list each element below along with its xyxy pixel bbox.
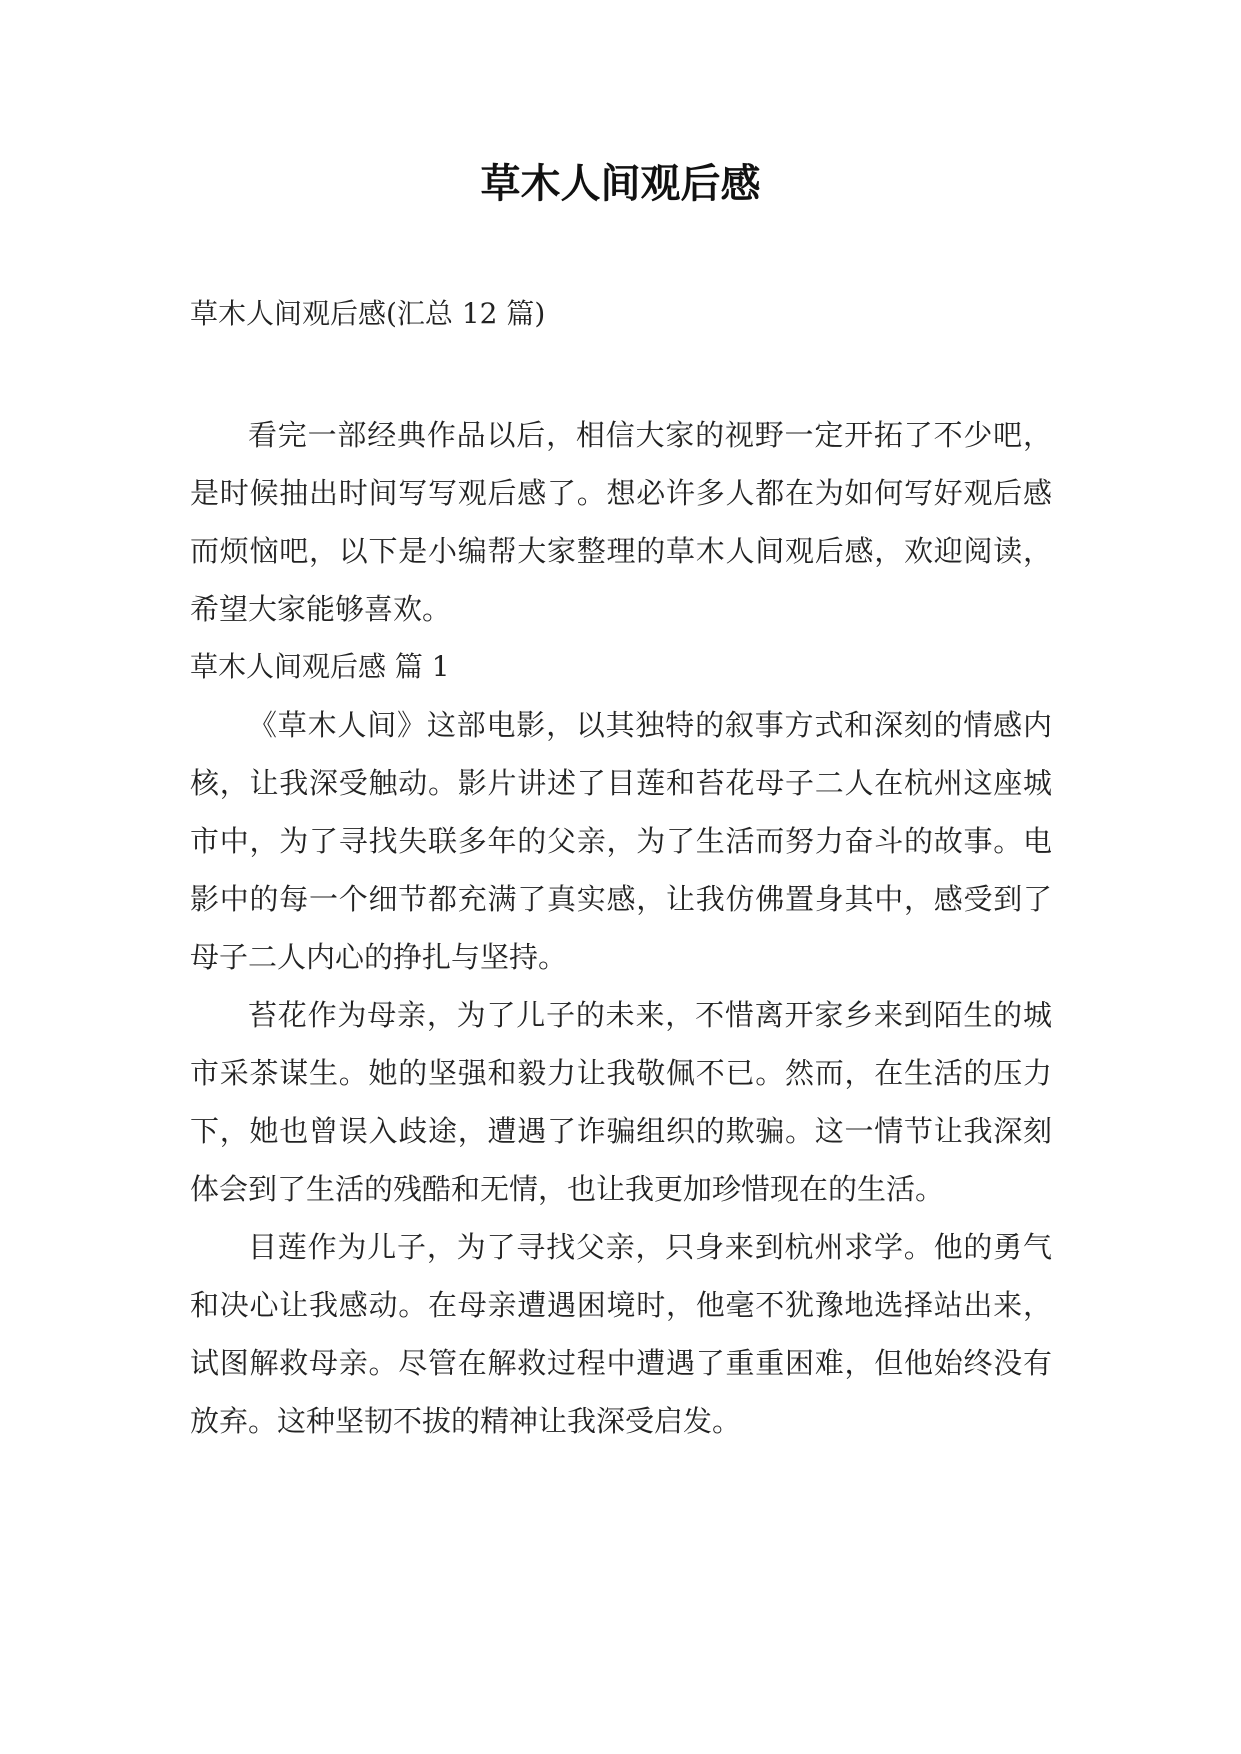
section-heading: 草木人间观后感 篇 1 xyxy=(190,650,450,683)
document-body xyxy=(190,406,1052,1450)
intro-paragraph: 看完一部经典作品以后，相信大家的视野一定开拓了不少吧，是时候抽出时间写写观后感了。想必许多人都在为如何写好观后感而烦恼吧，以下是小编帮大家整理的草木人间观后感，欢迎阅读，希望大家能够喜欢。 xyxy=(190,418,1052,626)
body-paragraph-1: 《草木人间》这部电影，以其独特的叙事方式和深刻的情感内核，让我深受触动。影片讲述了目莲和苔花母子二人在杭州这座城市中，为了寻找失联多年的父亲，为了生活而努力奋斗的故事。电影中的每一个细节都充满了真实感，让我仿佛置身其中，感受到了母子二人内心的挣扎与坚持。 xyxy=(190,708,1052,974)
document-title: 草木人间观后感 xyxy=(480,161,761,207)
body-paragraph-2: 苔花作为母亲，为了儿子的未来，不惜离开家乡来到陌生的城市采茶谋生。她的坚强和毅力让我敬佩不已。然而，在生活的压力下，她也曾误入歧途，遭遇了诈骗组织的欺骗。这一情节让我深刻体会到了生活的残酷和无情，也让我更加珍惜现在的生活。 xyxy=(190,998,1052,1206)
body-paragraph-3: 目莲作为儿子，为了寻找父亲，只身来到杭州求学。他的勇气和决心让我感动。在母亲遭遇困境时，他毫不犹豫地选择站出来，试图解救母亲。尽管在解救过程中遭遇了重重困难，但他始终没有放弃。这种坚韧不拔的精神让我深受启发。 xyxy=(190,1230,1052,1438)
document-subtitle: 草木人间观后感(汇总 12 篇) xyxy=(190,297,546,330)
